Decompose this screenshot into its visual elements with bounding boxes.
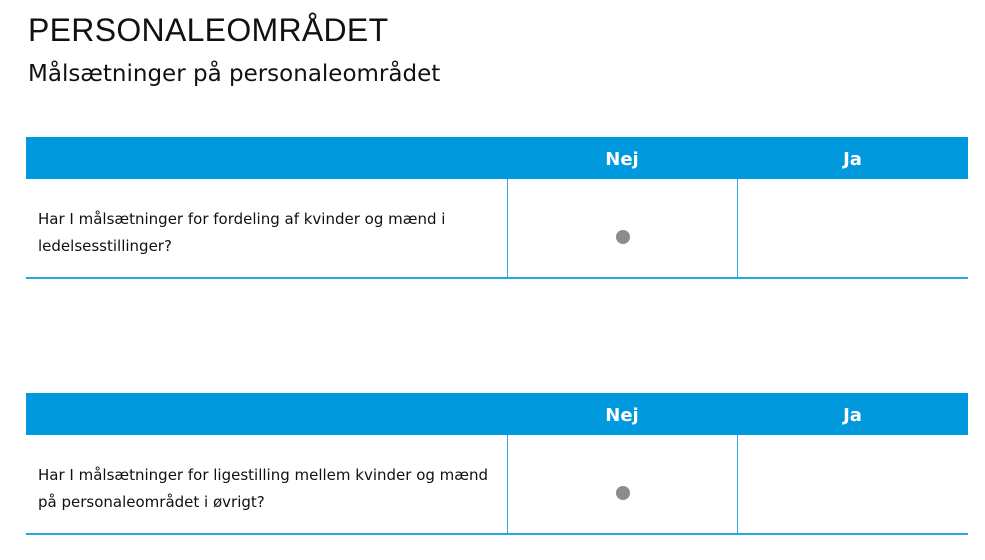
column-header-ja: Ja xyxy=(843,405,862,426)
column-header-ja: Ja xyxy=(843,149,862,170)
answer-cell-nej[interactable] xyxy=(507,179,737,277)
table-header xyxy=(26,137,968,179)
question-text: Har I målsætninger for fordeling af kvinder og mænd i ledelsesstillinger? xyxy=(38,210,446,255)
table-row xyxy=(26,179,968,279)
selected-answer-dot-icon xyxy=(616,486,630,500)
column-header-nej: Nej xyxy=(605,149,639,170)
question-text: Har I målsætninger for ligestilling mellem kvinder og mænd på personaleområdet i øvrigt? xyxy=(38,466,489,511)
page-title: PERSONALEOMRÅDET xyxy=(28,12,389,48)
question-table-equality xyxy=(26,393,968,535)
question-table-leadership xyxy=(26,137,968,279)
answer-cell-ja[interactable] xyxy=(737,179,968,277)
answer-cell-nej[interactable] xyxy=(507,435,737,533)
answer-cell-ja[interactable] xyxy=(737,435,968,533)
table-row xyxy=(26,435,968,535)
page-subtitle: Målsætninger på personaleområdet xyxy=(28,61,441,87)
column-header-nej: Nej xyxy=(605,405,639,426)
table-header xyxy=(26,393,968,435)
selected-answer-dot-icon xyxy=(616,230,630,244)
